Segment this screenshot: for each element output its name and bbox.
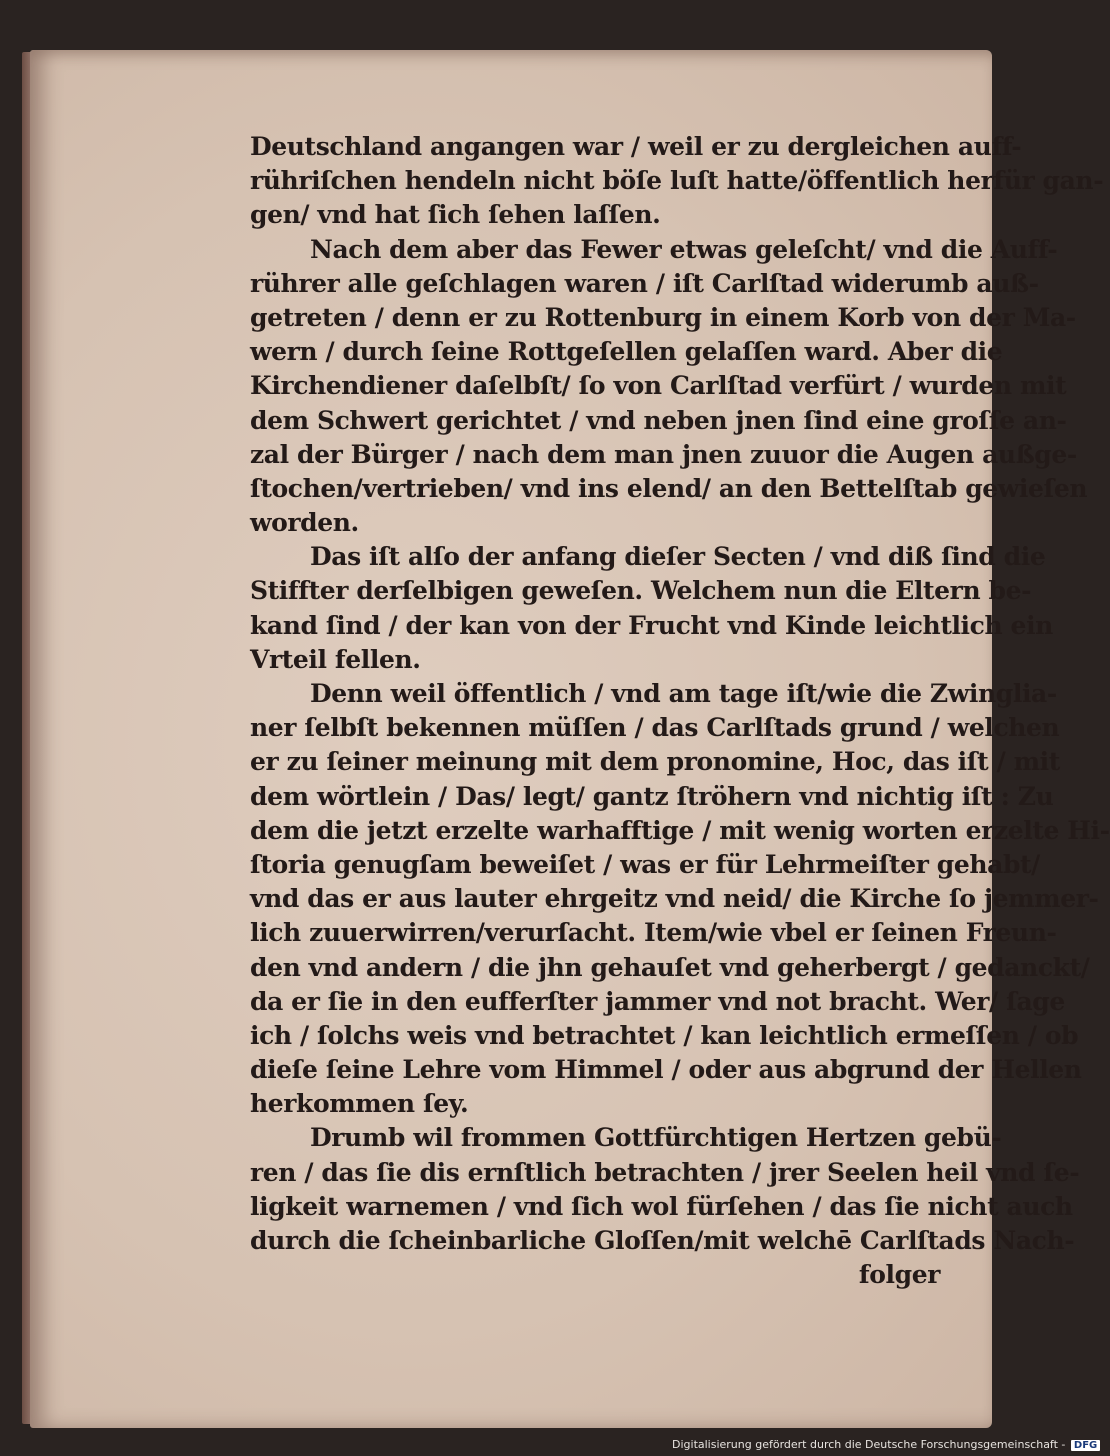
text-line: kand ſind / der kan von der Frucht vnd Kinde leichtlich ein <box>250 610 1053 640</box>
text-line: Vrteil fellen. <box>250 644 421 674</box>
text-line: ner ſelbſt bekennen müſſen / das Carlſtads grund / welchen <box>250 713 1060 743</box>
text-line: da er ſie in den eufferſter jammer vnd not bracht. Wer/ ſage <box>250 986 1065 1016</box>
text-line: ren / das ſie dis ernſtlich betrachten / jrer Seelen heil vnd ſe- <box>250 1157 1080 1187</box>
text-line: getreten / denn er zu Rottenburg in einem Korb von der Ma- <box>250 302 1076 332</box>
text-line: dem wörtlein / Das/ legt/ gantz ſtröhern vnd nichtig iſt : Zu <box>250 781 1054 811</box>
text-line: lich zuuerwirren/verurſacht. Item/wie vbel er ſeinen Freun- <box>250 918 1057 948</box>
text-line: durch die ſcheinbarliche Gloſſen/mit welchē Carlſtads Nach- <box>250 1226 1075 1255</box>
text-line: Deutschland angangen war / weil er zu dergleichen auff- <box>250 132 1022 161</box>
text-line: Das iſt alſo der anfang dieſer Secten / vnd diß ſind die <box>310 542 1046 572</box>
text-line: den vnd andern / die jhn gehauſet vnd geherbergt / gedanckt/ <box>250 952 1090 982</box>
text-line: worden. <box>250 508 359 538</box>
dfg-logo-icon: DFG <box>1071 1440 1100 1451</box>
text-line: Kirchendiener daſelbſt/ ſo von Carlſtad verfürt / wurden mit <box>250 371 1067 401</box>
text-line: dieſe ſeine Lehre vom Himmel / oder aus abgrund der Hellen <box>250 1055 1082 1085</box>
text-line: herkommen ſey. <box>250 1089 469 1119</box>
page-text <box>250 130 1110 1292</box>
text-line: Nach dem aber das Fewer etwas geleſcht/ vnd die Auff- <box>310 234 1058 264</box>
text-line: wern / durch ſeine Rottgeſellen gelaſſen ward. Aber die <box>250 337 1003 367</box>
text-line: rührer alle geſchlagen waren / iſt Carlſtad widerumb auß- <box>250 268 1039 298</box>
text-line: ſtoria genugſam beweiſet / was er für Lehrmeiſter gehabt/ <box>250 849 1040 879</box>
text-line: Denn weil öffentlich / vnd am tage iſt/wie die Zwinglia- <box>310 679 1057 708</box>
digitization-credit <box>672 1438 1100 1451</box>
text-line: dem Schwert gerichtet / vnd neben jnen ſind eine groſſe an- <box>250 405 1067 435</box>
text-line: Stiffter derſelbigen geweſen. Welchem nun die Eltern be- <box>250 576 1032 606</box>
catchword: folger <box>858 1260 940 1290</box>
text-line: ich / ſolchs weis vnd betrachtet / kan leichtlich ermeſſen / ob <box>250 1020 1079 1050</box>
credit-text: Digitalisierung gefördert durch die Deutsche Forschungsgemeinschaft - <box>672 1438 1066 1451</box>
text-line: dem die jetzt erzelte warhafftige / mit wenig worten erzelte Hi- <box>250 815 1110 845</box>
text-line: ligkeit warnemen / vnd ſich wol fürſehen / das ſie nicht auch <box>250 1191 1073 1221</box>
text-line: er zu ſeiner meinung mit dem pronomine, Hoc, das iſt / mit <box>250 747 1060 777</box>
text-line: ſtochen/vertrieben/ vnd ins elend/ an den Bettelſtab gewieſen <box>250 473 1088 503</box>
text-line: vnd das er aus lauter ehrgeitz vnd neid/ die Kirche ſo jemmer- <box>250 884 1099 914</box>
text-line: rühriſchen hendeln nicht böſe luſt hatte/öffentlich herfür gan- <box>250 166 1104 196</box>
text-line: Drumb wil frommen Gottfürchtigen Hertzen gebü- <box>310 1123 1002 1153</box>
text-line: zal der Bürger / nach dem man jnen zuuor die Augen außge- <box>250 439 1077 469</box>
text-line: gen/ vnd hat ſich ſehen laſſen. <box>250 200 661 230</box>
